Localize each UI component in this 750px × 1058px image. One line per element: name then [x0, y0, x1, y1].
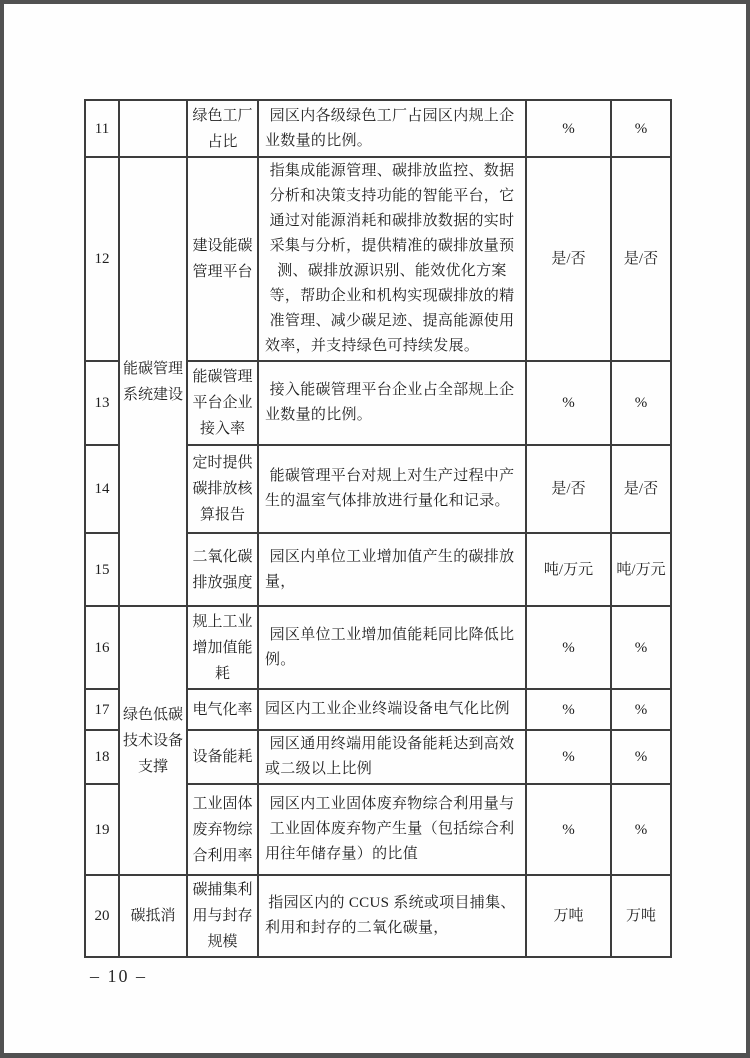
description-cell: 园区单位工业增加值能耗同比降低比例。 — [258, 606, 526, 689]
unit-cell: % — [526, 100, 611, 157]
unit-cell: % — [611, 100, 671, 157]
document-page — [4, 4, 746, 1053]
unit-cell: % — [611, 730, 671, 784]
row-number-cell: 16 — [85, 606, 119, 689]
table-row — [85, 606, 671, 689]
description-cell: 园区内各级绿色工厂占园区内规上企业数量的比例。 — [258, 100, 526, 157]
unit-cell: 吨/万元 — [526, 533, 611, 606]
description-cell: 园区通用终端用能设备能耗达到高效或二级以上比例 — [258, 730, 526, 784]
description-cell: 指集成能源管理、碳排放监控、数据分析和决策支持功能的智能平台，它通过对能源消耗和碳排放数据的实时采集与分析，提供精准的碳排放量预测、碳排放源识别、能效优化方案等，帮助企业和机构实现碳排放的精准管理、减少碳足迹、提高能源使用效率，并支持绿色可持续发展。 — [258, 157, 526, 361]
unit-cell: % — [611, 784, 671, 875]
table-row — [85, 157, 671, 361]
indicator-cell: 建设能碳管理平台 — [187, 157, 258, 361]
row-number-cell: 20 — [85, 875, 119, 957]
table-row — [85, 100, 671, 157]
row-number-cell: 19 — [85, 784, 119, 875]
unit-cell: 是/否 — [611, 445, 671, 533]
unit-cell: % — [611, 689, 671, 730]
indicator-cell: 电气化率 — [187, 689, 258, 730]
category-cell — [119, 100, 187, 157]
unit-cell: 是/否 — [526, 445, 611, 533]
row-number-cell: 11 — [85, 100, 119, 157]
indicator-cell: 绿色工厂占比 — [187, 100, 258, 157]
indicator-cell: 碳捕集利用与封存规模 — [187, 875, 258, 957]
row-number-cell: 15 — [85, 533, 119, 606]
unit-cell: % — [526, 606, 611, 689]
indicator-cell: 能碳管理平台企业接入率 — [187, 361, 258, 445]
row-number-cell: 17 — [85, 689, 119, 730]
indicator-cell: 工业固体废弃物综合利用率 — [187, 784, 258, 875]
unit-cell: % — [526, 730, 611, 784]
description-cell: 接入能碳管理平台企业占全部规上企业数量的比例。 — [258, 361, 526, 445]
unit-cell: 吨/万元 — [611, 533, 671, 606]
indicator-cell: 设备能耗 — [187, 730, 258, 784]
description-cell: 园区内工业固体废弃物综合利用量与工业固体废弃物产生量（包括综合利用往年储存量）的比值 — [258, 784, 526, 875]
indicator-table — [84, 99, 672, 958]
indicator-cell: 二氧化碳排放强度 — [187, 533, 258, 606]
unit-cell: 是/否 — [526, 157, 611, 361]
description-cell: 园区内单位工业增加值产生的碳排放量， — [258, 533, 526, 606]
category-cell-merged: 能碳管理系统建设 — [119, 157, 187, 606]
indicator-cell: 定时提供碳排放核算报告 — [187, 445, 258, 533]
row-number-cell: 14 — [85, 445, 119, 533]
category-cell-merged: 绿色低碳技术设备支撑 — [119, 606, 187, 875]
unit-cell: % — [611, 606, 671, 689]
unit-cell: 是/否 — [611, 157, 671, 361]
unit-cell: % — [611, 361, 671, 445]
indicator-cell: 规上工业增加值能耗 — [187, 606, 258, 689]
description-cell: 能碳管理平台对规上对生产过程中产生的温室气体排放进行量化和记录。 — [258, 445, 526, 533]
description-cell: 指园区内的 CCUS 系统或项目捕集、利用和封存的二氧化碳量， — [258, 875, 526, 957]
unit-cell: 万吨 — [526, 875, 611, 957]
unit-cell: % — [526, 689, 611, 730]
category-cell: 碳抵消 — [119, 875, 187, 957]
row-number-cell: 12 — [85, 157, 119, 361]
unit-cell: 万吨 — [611, 875, 671, 957]
table-row — [85, 875, 671, 957]
row-number-cell: 18 — [85, 730, 119, 784]
unit-cell: % — [526, 361, 611, 445]
description-cell: 园区内工业企业终端设备电气化比例 — [258, 689, 526, 730]
row-number-cell: 13 — [85, 361, 119, 445]
page-number: – 10 – — [90, 966, 147, 986]
unit-cell: % — [526, 784, 611, 875]
